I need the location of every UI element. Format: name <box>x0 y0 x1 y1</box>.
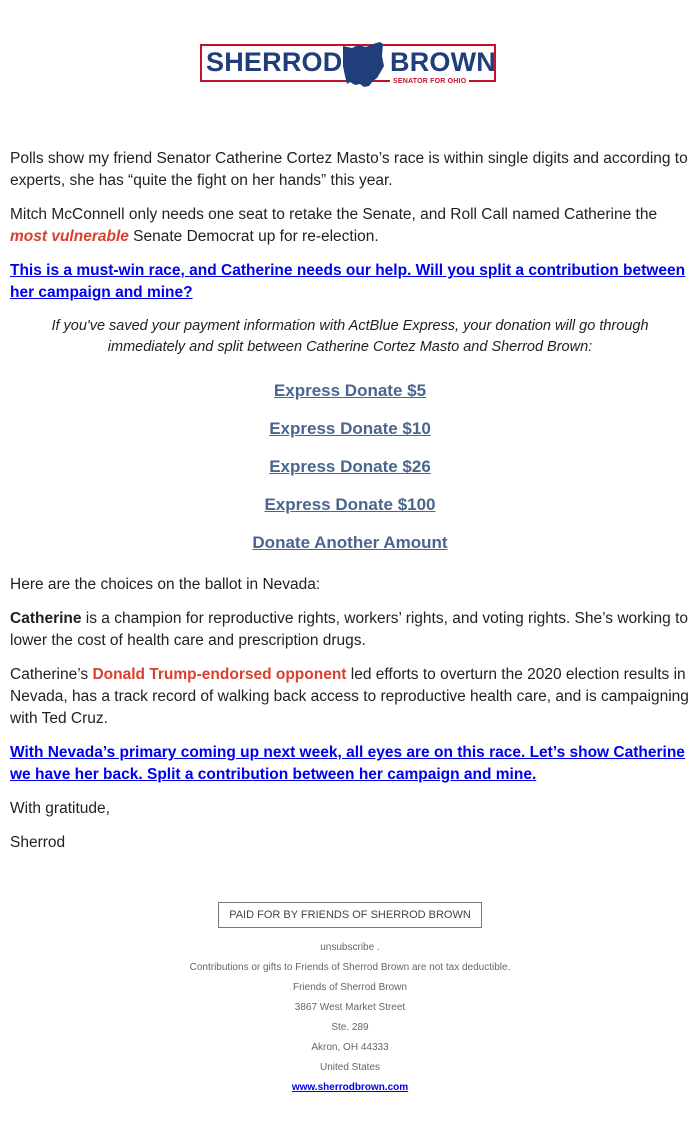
footer-org-name: Friends of Sherrod Brown <box>293 982 407 993</box>
cta-paragraph-2 <box>10 742 690 786</box>
paragraph-opponent-start: Catherine’s <box>10 666 93 683</box>
most-vulnerable-emphasis: most vulnerable <box>10 228 129 245</box>
catherine-name: Catherine <box>10 610 82 627</box>
email-footer <box>0 902 700 1098</box>
footer-suite: Ste. 289 <box>331 1022 369 1033</box>
closing: With gratitude, <box>10 800 110 817</box>
paragraph-mcconnell <box>10 204 690 248</box>
express-donate-26-button[interactable]: Express Donate $26 <box>269 457 431 476</box>
express-donate-10-button[interactable]: Express Donate $10 <box>269 419 431 438</box>
paragraph-opponent <box>10 664 690 730</box>
footer-website-line <box>0 1078 700 1098</box>
donate-another-amount-button[interactable]: Donate Another Amount <box>252 533 448 552</box>
paragraph-opponent-end: led efforts to overturn the 2020 election results in Nevada, has a track record of walking back access to reproductive health care, and is campaigning with Ted Cruz. <box>10 666 689 727</box>
donate-buttons <box>10 380 690 554</box>
logo-first-name: SHERROD <box>206 47 343 77</box>
paragraph-mcconnell-end: Senate Democrat up for re-election. <box>128 228 379 245</box>
unsubscribe-line <box>0 938 700 958</box>
opponent-emphasis: Donald Trump-endorsed opponent <box>92 666 347 683</box>
paid-for-disclaimer: PAID FOR BY FRIENDS OF SHERROD BROWN <box>218 902 482 928</box>
unsubscribe-suffix: . <box>374 942 380 953</box>
ohio-state-icon <box>340 40 386 88</box>
express-donate-5-button[interactable]: Express Donate $5 <box>273 381 427 400</box>
cta-paragraph-1 <box>10 260 690 304</box>
paragraph-catherine <box>10 608 690 652</box>
split-contribution-link-1[interactable]: This is a must-win race, and Catherine needs our help. Will you split a contribution between her campaign and mine? <box>10 262 686 301</box>
logo-subtitle: SENATOR FOR OHIO <box>390 77 469 86</box>
actblue-express-note: If you've saved your payment information with ActBlue Express, your donation will go through immediately and split between Catherine Cortez Masto and Sherrod Brown: <box>51 318 649 355</box>
unsubscribe-link[interactable]: unsubscribe <box>320 942 375 953</box>
logo-last-name: BROWN <box>390 47 496 77</box>
express-donate-100-button[interactable]: Express Donate $100 <box>264 495 436 514</box>
footer-city: Akron, OH 44333 <box>311 1042 389 1053</box>
split-contribution-link-2[interactable]: With Nevada’s primary coming up next week, all eyes are on this race. Let’s show Catherine we have her back. Split a contribution between her campaign and mine. <box>10 744 685 783</box>
paragraph-ballot-choices: Here are the choices on the ballot in Nevada: <box>10 576 321 593</box>
paragraph-mcconnell-start: Mitch McConnell only needs one seat to retake the Senate, and Roll Call named Catherine the <box>10 206 658 223</box>
footer-country: United States <box>319 1062 381 1073</box>
paragraph-polls: Polls show my friend Senator Catherine Cortez Masto’s race is within single digits and according to experts, she has “quite the fight on her hands” this year. <box>10 150 688 189</box>
signature: Sherrod <box>10 834 66 851</box>
paragraph-catherine-rest: is a champion for reproductive rights, workers’ rights, and voting rights. She’s working to lower the cost of health care and prescription drugs. <box>10 610 688 649</box>
campaign-logo <box>200 40 500 90</box>
email-body <box>10 148 690 866</box>
website-link[interactable]: www.sherrodbrown.com <box>291 1082 409 1093</box>
tax-disclaimer: Contributions or gifts to Friends of Sherrod Brown are not tax deductible. <box>189 962 511 973</box>
footer-street: 3867 West Market Street <box>294 1002 406 1013</box>
